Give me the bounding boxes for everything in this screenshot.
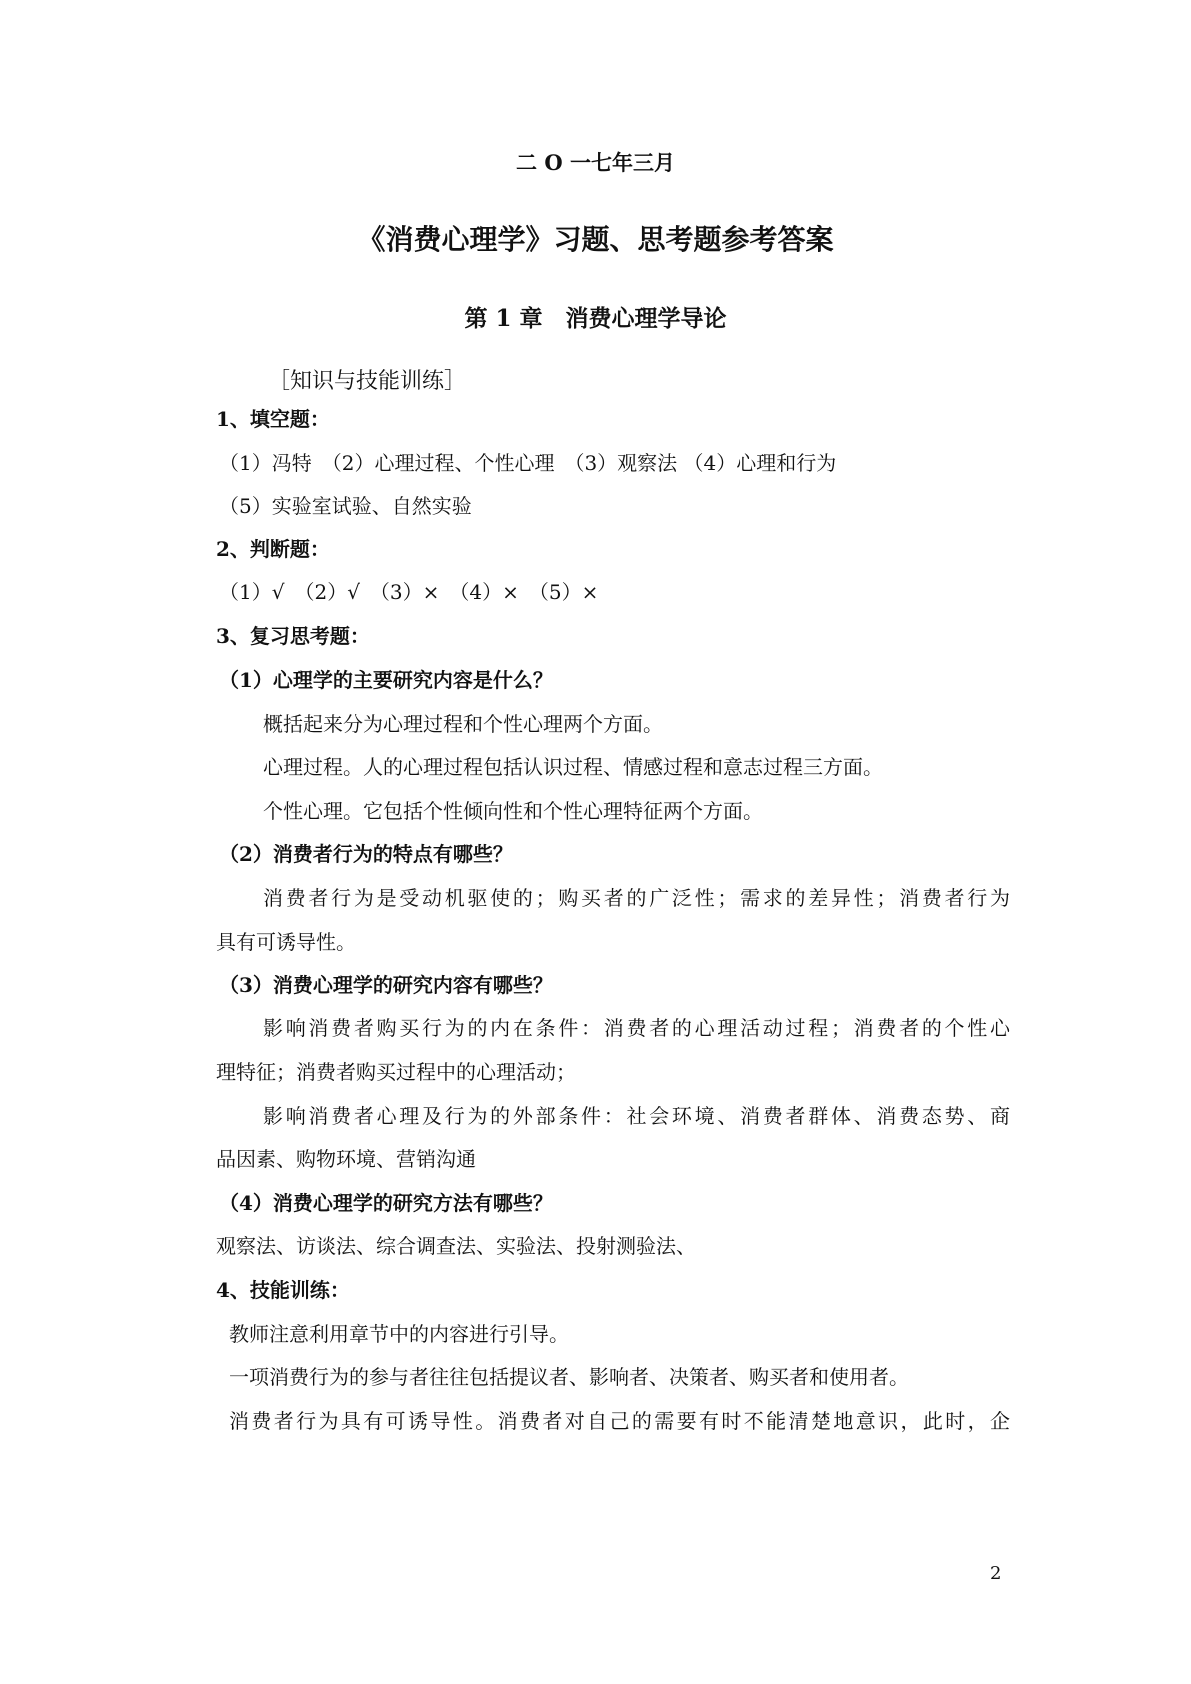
chapter-title: 第 1 章 消费心理学导论 [464,305,727,332]
question-2: （2）消费者行为的特点有哪些？ [219,842,513,866]
question-3: （3）消费心理学的研究内容有哪些？ [219,973,553,997]
true-false-answers: （1）√ （2）√ （3）× （4）× （5）× [219,580,599,604]
skill-training-para-3: 消费者行为具有可诱导性。消费者对自己的需要有时不能清楚地意识，此时，企 [229,1409,1010,1433]
section-heading-true-false: 2、判断题： [216,537,330,561]
fill-blank-answers-line-1: （1）冯特 （2）心理过程、个性心理 （3）观察法 （4）心理和行为 [219,451,837,475]
section-heading-review-questions: 3、复习思考题： [216,624,370,648]
skill-training-para-1: 教师注意利用章节中的内容进行引导。 [229,1322,569,1346]
answer-3-line-4: 品因素、购物环境、营销沟通 [216,1147,476,1171]
answer-2-line-1: 消费者行为是受动机驱使的；购买者的广泛性；需求的差异性；消费者行为 [263,886,1010,910]
answer-1-line-1: 概括起来分为心理过程和个性心理两个方面。 [263,712,663,736]
section-heading-skill-training: 4、技能训练： [216,1278,350,1302]
question-1: （1）心理学的主要研究内容是什么？ [219,668,553,692]
document-date: 二 O 一七年三月 [516,150,675,175]
answer-1-line-3: 个性心理。它包括个性倾向性和个性心理特征两个方面。 [263,799,763,823]
document-title: 《消费心理学》习题、思考题参考答案 [357,223,834,256]
answer-2-line-2: 具有可诱导性。 [216,930,356,954]
fill-blank-answers-line-2: （5）实验室试验、自然实验 [219,494,472,518]
answer-3-line-1: 影响消费者购买行为的内在条件：消费者的心理活动过程；消费者的个性心 [263,1016,1010,1040]
skill-training-para-2: 一项消费行为的参与者往往包括提议者、影响者、决策者、购买者和使用者。 [229,1365,909,1389]
answer-3-line-3: 影响消费者心理及行为的外部条件：社会环境、消费者群体、消费态势、商 [263,1104,1010,1128]
section-tag: ［知识与技能训练］ [268,369,467,394]
answer-4-line-1: 观察法、访谈法、综合调查法、实验法、投射测验法、 [216,1234,696,1258]
section-heading-fill-blank: 1、填空题： [216,407,330,431]
answer-1-line-2: 心理过程。人的心理过程包括认识过程、情感过程和意志过程三方面。 [263,755,883,779]
question-4: （4）消费心理学的研究方法有哪些？ [219,1191,553,1215]
answer-3-line-2: 理特征；消费者购买过程中的心理活动； [216,1060,576,1084]
page-number: 2 [990,1563,1002,1584]
